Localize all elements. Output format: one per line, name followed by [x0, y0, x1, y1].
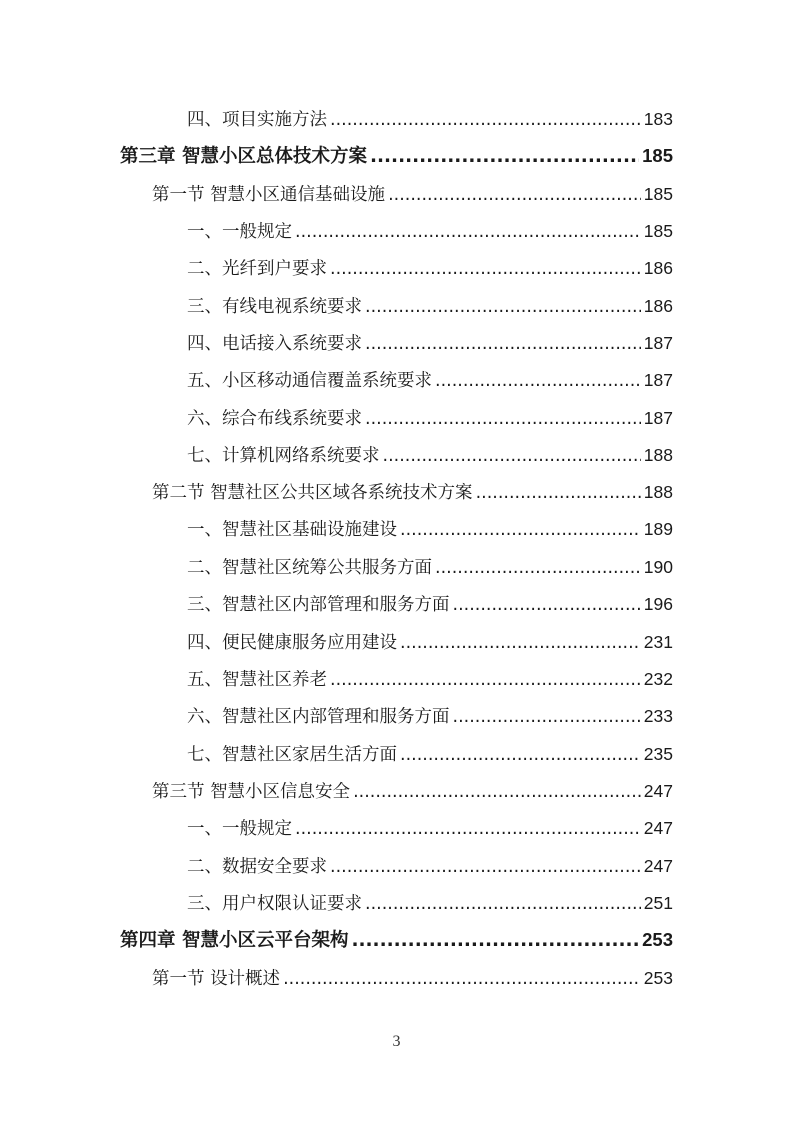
toc-entry-title: 一、一般规定	[187, 819, 292, 839]
toc-leader-dots	[351, 927, 639, 955]
toc-entry-title: 四、便民健康服务应用建设	[187, 633, 397, 653]
toc-entry-page: 253	[643, 968, 673, 988]
toc-entry[interactable]	[187, 329, 673, 357]
toc-entry-title: 五、小区移动通信覆盖系统要求	[187, 371, 432, 391]
toc-leader-dots	[435, 367, 641, 395]
toc-entry[interactable]	[187, 441, 673, 469]
toc-entry-title: 第二节 智慧社区公共区域各系统技术方案	[152, 483, 473, 503]
toc-entry-page: 232	[643, 669, 673, 689]
toc-entry[interactable]	[187, 105, 673, 133]
page-number: 3	[392, 1033, 401, 1050]
toc-entry[interactable]	[187, 814, 673, 842]
toc-entry-page: 187	[643, 370, 673, 390]
toc-entry-title: 二、数据安全要求	[187, 857, 327, 877]
toc-entry[interactable]	[187, 740, 673, 768]
toc-entry[interactable]	[187, 217, 673, 245]
toc-entry[interactable]	[187, 628, 673, 656]
toc-entry-page: 188	[643, 445, 673, 465]
toc-section-entry[interactable]	[152, 478, 673, 506]
toc-leader-dots	[330, 666, 641, 694]
toc-entry-title: 一、智慧社区基础设施建设	[187, 520, 397, 540]
toc-entry-page: 247	[643, 856, 673, 876]
toc-leader-dots	[400, 741, 641, 769]
toc-entry[interactable]	[187, 889, 673, 917]
toc-entry-title: 四、电话接入系统要求	[187, 334, 362, 354]
toc-leader-dots	[453, 703, 641, 731]
toc-entry[interactable]	[187, 590, 673, 618]
toc-section-entry[interactable]	[152, 180, 673, 208]
toc-leader-dots	[365, 890, 641, 918]
toc-chapter-entry[interactable]	[120, 142, 673, 170]
toc-entry-title: 二、光纤到户要求	[187, 259, 327, 279]
toc-entry-page: 247	[643, 818, 673, 838]
toc-entry-title: 四、项目实施方法	[187, 110, 327, 130]
toc-leader-dots	[365, 405, 641, 433]
toc-chapter-entry[interactable]	[120, 926, 673, 954]
toc-entry-page: 251	[643, 893, 673, 913]
toc-entry-title: 七、计算机网络系统要求	[187, 446, 380, 466]
toc-leader-dots	[365, 293, 641, 321]
toc-entry-page: 187	[643, 408, 673, 428]
toc-entry-page: 247	[643, 781, 673, 801]
toc-entry[interactable]	[187, 292, 673, 320]
toc-entry-page: 185	[642, 145, 673, 166]
toc-entry-title: 第三章 智慧小区总体技术方案	[120, 146, 367, 167]
toc-entry-title: 六、智慧社区内部管理和服务方面	[187, 707, 450, 727]
toc-entry-page: 189	[643, 519, 673, 539]
toc-entry-title: 第四章 智慧小区云平台架构	[120, 930, 349, 951]
toc-entry-page: 183	[643, 109, 673, 129]
toc-section-entry[interactable]	[152, 777, 673, 805]
toc-entry[interactable]	[187, 553, 673, 581]
toc-leader-dots	[330, 255, 641, 283]
toc-entry-title: 六、综合布线系统要求	[187, 409, 362, 429]
toc-entry-page: 186	[643, 258, 673, 278]
toc-entry-page: 253	[642, 929, 673, 950]
toc-entry-page: 196	[643, 594, 673, 614]
toc-leader-dots	[353, 778, 641, 806]
toc-entry-page: 185	[643, 221, 673, 241]
toc-entry-title: 第三节 智慧小区信息安全	[152, 782, 351, 802]
toc-entry-title: 一、一般规定	[187, 222, 292, 242]
toc-entry-title: 五、智慧社区养老	[187, 670, 327, 690]
toc-leader-dots	[365, 330, 641, 358]
toc-entry-title: 三、有线电视系统要求	[187, 297, 362, 317]
toc-leader-dots	[283, 965, 641, 993]
toc-entry-page: 190	[643, 557, 673, 577]
toc-leader-dots	[400, 629, 641, 657]
toc-section-entry[interactable]	[152, 964, 673, 992]
toc-entry-page: 188	[643, 482, 673, 502]
toc-entry[interactable]	[187, 665, 673, 693]
toc-entry-title: 三、用户权限认证要求	[187, 894, 362, 914]
toc-entry-page: 186	[643, 296, 673, 316]
toc-entry-title: 第一节 设计概述	[152, 969, 281, 989]
toc-entry[interactable]	[187, 515, 673, 543]
toc-entry-page: 233	[643, 706, 673, 726]
toc-entry[interactable]	[187, 404, 673, 432]
toc-entry[interactable]	[187, 702, 673, 730]
toc-leader-dots	[330, 853, 641, 881]
toc-entry-page: 231	[643, 632, 673, 652]
toc-leader-dots	[435, 554, 641, 582]
toc-leader-dots	[330, 106, 641, 134]
toc-leader-dots	[295, 218, 641, 246]
toc-entry[interactable]	[187, 366, 673, 394]
toc-leader-dots	[400, 516, 641, 544]
toc-leader-dots	[370, 143, 639, 171]
toc-entry-page: 185	[643, 184, 673, 204]
toc-entry[interactable]	[187, 254, 673, 282]
toc-entry-title: 第一节 智慧小区通信基础设施	[152, 185, 386, 205]
toc-leader-dots	[476, 479, 641, 507]
toc-entry-title: 二、智慧社区统筹公共服务方面	[187, 558, 432, 578]
toc-entry[interactable]	[187, 852, 673, 880]
toc-entry-title: 三、智慧社区内部管理和服务方面	[187, 595, 450, 615]
toc-leader-dots	[388, 181, 641, 209]
toc-leader-dots	[295, 815, 641, 843]
toc-entry-page: 187	[643, 333, 673, 353]
toc-leader-dots	[383, 442, 641, 470]
toc-entry-page: 235	[643, 744, 673, 764]
toc-entry-title: 七、智慧社区家居生活方面	[187, 745, 397, 765]
toc-leader-dots	[453, 591, 641, 619]
